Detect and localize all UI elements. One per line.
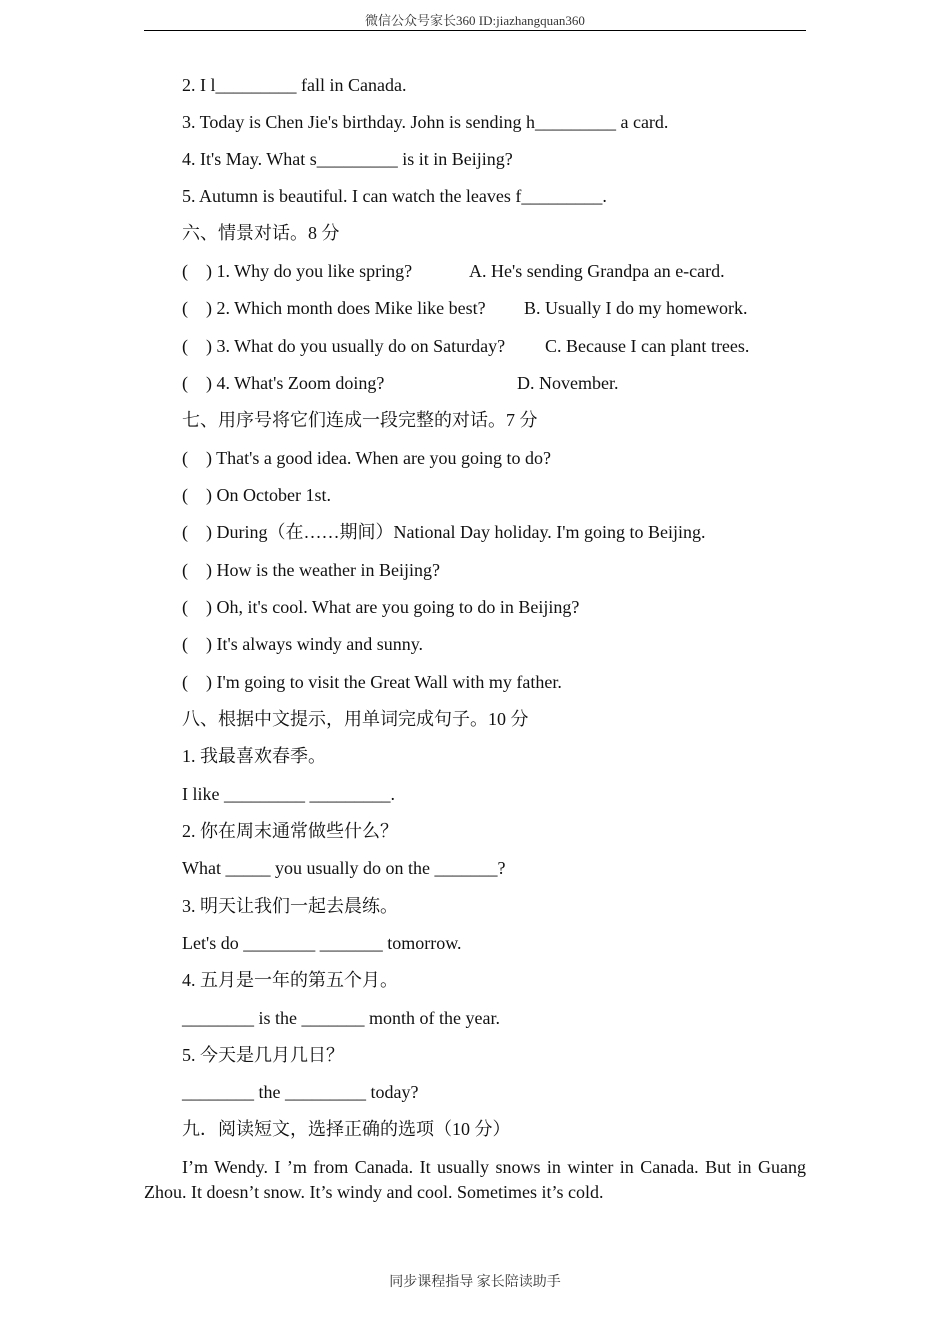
dialogue-answer: B. Usually I do my homework. (524, 298, 748, 318)
dialogue-answer: C. Because I can plant trees. (545, 336, 750, 356)
page-header: 微信公众号家长360 ID:jiazhangquan360 (144, 10, 806, 31)
chinese-prompt: 1. 我最喜欢春季。 (182, 746, 326, 766)
ordering-line: ( ) How is the weather in Beijing? (182, 560, 440, 580)
chinese-prompt: 2. 你在周末通常做些什么？ (182, 821, 398, 841)
dialogue-question: ( ) 1. Why do you like spring? (182, 261, 413, 281)
ordering-line: ( ) It's always windy and sunny. (182, 634, 424, 654)
section-8-title: 八、根据中文提示，用单词完成句子。10 分 (182, 709, 529, 729)
section-9-title: 九．阅读短文，选择正确的选项（10 分） (182, 1119, 511, 1139)
ordering-line: ( ) During（在……期间）National Day holiday. I'm going to Beijing. (182, 522, 706, 542)
chinese-prompt: 5. 今天是几月几日？ (182, 1045, 344, 1065)
english-sentence: I like _________ _________. (182, 784, 395, 804)
fill-blank-item: 5. Autumn is beautiful. I can watch the leaves f_________. (182, 186, 607, 206)
ordering-line: ( ) That's a good idea. When are you going to do? (182, 448, 551, 468)
fill-blank-item: 4. It's May. What s_________ is it in Beijing? (182, 149, 513, 169)
dialogue-question: ( ) 2. Which month does Mike like best? (182, 298, 486, 318)
dialogue-question: ( ) 4. What's Zoom doing? (182, 373, 385, 393)
ordering-line: ( ) Oh, it's cool. What are you going to do in Beijing? (182, 597, 580, 617)
dialogue-question: ( ) 3. What do you usually do on Saturday? (182, 336, 506, 356)
ordering-line: ( ) On October 1st. (182, 485, 331, 505)
page-footer: 同步课程指导 家长陪读助手 (389, 1275, 561, 1290)
english-sentence: Let's do ________ _______ tomorrow. (182, 933, 462, 953)
chinese-prompt: 4. 五月是一年的第五个月。 (182, 970, 398, 990)
section-7-title: 七、用序号将它们连成一段完整的对话。7 分 (182, 410, 538, 430)
english-sentence: ________ is the _______ month of the year. (182, 1008, 500, 1028)
reading-passage: I’m Wendy. I ’m from Canada. It usually snows in winter in Canada. But in Guang Zhou. It doesn’t snow. It’s windy and cool. Sometimes it’s cold. (144, 1157, 806, 1202)
dialogue-answer: A. He's sending Grandpa an e-card. (469, 261, 725, 281)
ordering-line: ( ) I'm going to visit the Great Wall with my father. (182, 672, 562, 692)
section-6-title: 六、情景对话。8 分 (182, 223, 340, 243)
dialogue-answer: D. November. (517, 373, 619, 393)
fill-blank-item: 2. I l_________ fall in Canada. (182, 75, 407, 95)
english-sentence: ________ the _________ today? (182, 1082, 419, 1102)
fill-blank-item: 3. Today is Chen Jie's birthday. John is sending h_________ a card. (182, 112, 669, 132)
english-sentence: What _____ you usually do on the _______? (182, 858, 506, 878)
chinese-prompt: 3. 明天让我们一起去晨练。 (182, 896, 398, 916)
